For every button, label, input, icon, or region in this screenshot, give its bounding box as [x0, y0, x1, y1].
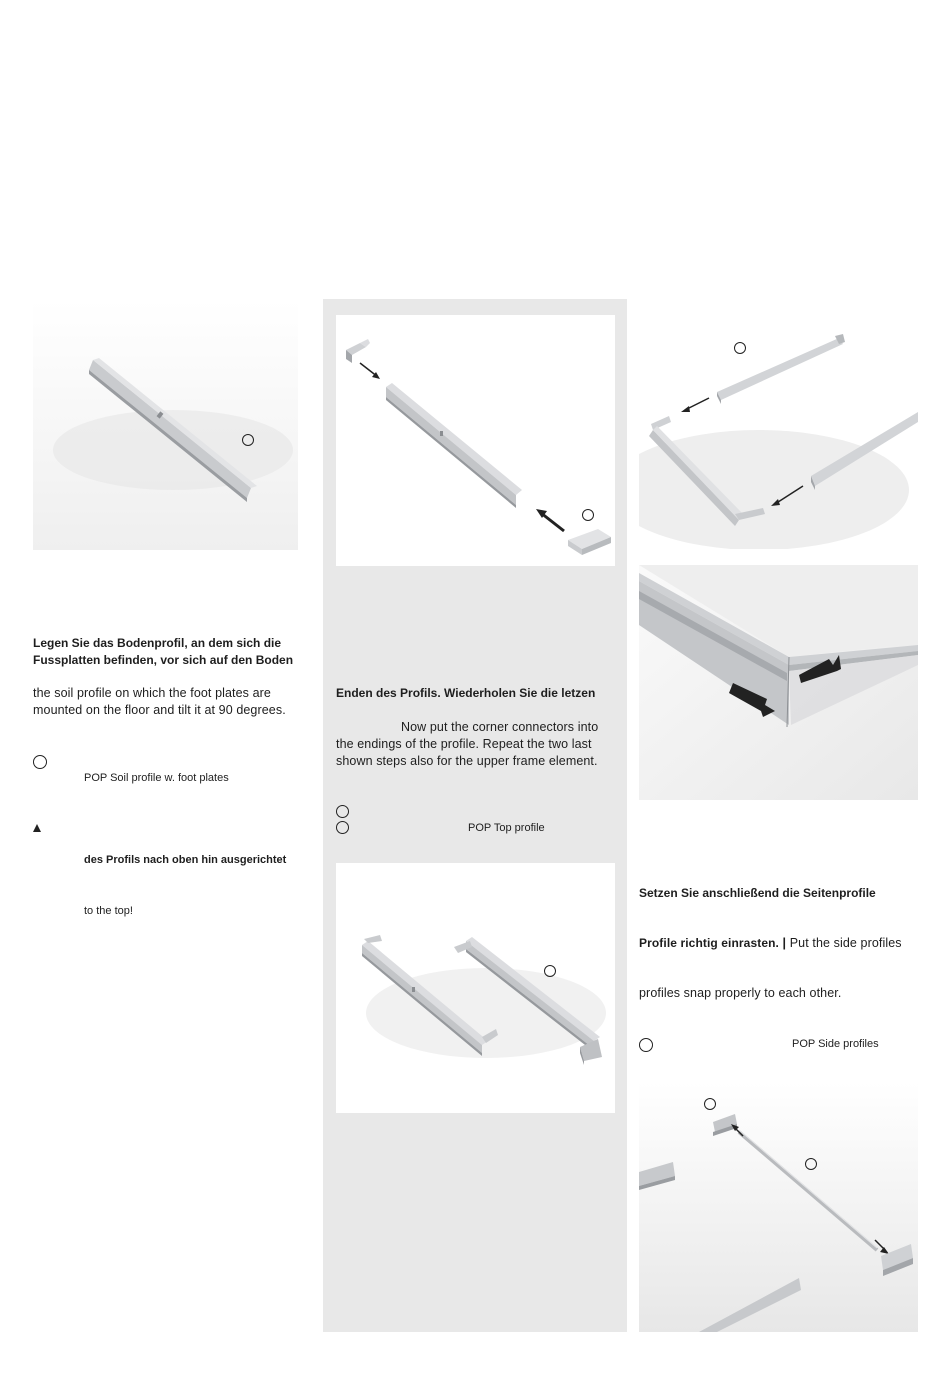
soil-profile-illustration [33, 300, 298, 550]
marker-circle-corner-connector [582, 509, 594, 521]
col3-line3: profiles snap properly to each other. [639, 986, 842, 1000]
legend-circle-side-profile [639, 1038, 653, 1052]
marker-circle-side-profile-connector [704, 1098, 716, 1110]
col1-text-en: the soil profile on which the foot plates are mounted on the floor and tilt it at 90 degrees. [33, 686, 286, 717]
marker-circle-side-profile [734, 342, 746, 354]
legend-label-soil-profile: POP Soil profile w. foot plates [84, 772, 229, 784]
corner-connector-illustration [336, 315, 615, 566]
side-profile-assembly-illustration [639, 300, 918, 549]
col2-heading-de: Enden des Profils. Wiederholen Sie die letzen [336, 686, 596, 700]
col1-note-de: des Profils nach oben hin ausgerichtet [84, 854, 287, 866]
top-profile-illustration [336, 863, 615, 1113]
legend-label-top-profile: POP Top profile [468, 822, 545, 834]
col3-line2: Profile richtig einrasten. | Put the side profiles [639, 936, 902, 950]
col2-text-en: Now put the corner connectors into the endings of the profile. Repeat the two last shown steps also for the upper frame element. [336, 720, 599, 768]
legend-circle-top-profile [336, 821, 349, 834]
side-profile-mounting-illustration [639, 1082, 918, 1332]
col3-heading-de: Setzen Sie anschließend die Seitenprofile [639, 886, 876, 900]
marker-circle-soil-profile [242, 434, 254, 446]
col1-note-en: to the top! [84, 905, 133, 917]
legend-circle-soil-profile [33, 755, 47, 769]
col1-heading-de: Legen Sie das Bodenprofil, an dem sich die Fussplatten befinden, vor sich auf den Boden [33, 636, 294, 667]
corner-snap-detail-illustration [639, 565, 918, 800]
legend-circle-corner-connector [336, 805, 349, 818]
warning-triangle-icon [33, 824, 41, 832]
legend-label-side-profile: POP Side profiles [792, 1038, 879, 1050]
marker-circle-top-profile [544, 965, 556, 977]
marker-circle-side-profile-rod [805, 1158, 817, 1170]
